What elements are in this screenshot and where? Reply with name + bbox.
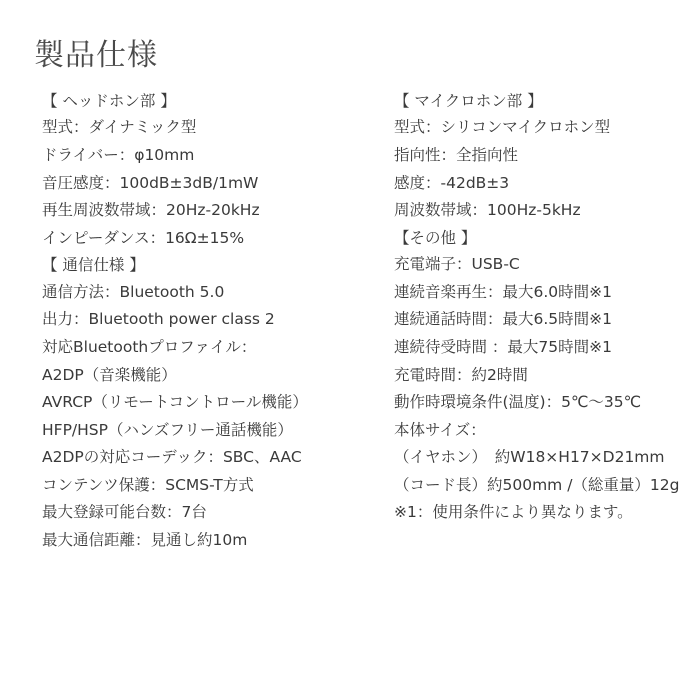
spec-line: 通信方法：Bluetooth 5.0 (42, 282, 225, 301)
spec-line: 型式：シリコンマイクロホン型 (394, 118, 611, 137)
spec-line: 連続音楽再生：最大6.0時間※1 (394, 282, 612, 301)
spec-columns (28, 88, 680, 555)
spec-line: 周波数帯域：100Hz-5kHz (394, 201, 581, 220)
spec-line: 連続通話時間：最大6.5時間※1 (394, 310, 612, 329)
spec-line: A2DP（音楽機能） (42, 365, 177, 384)
spec-line: ドライバー：φ10mm (42, 146, 195, 165)
spec-line: 音圧感度：100dB±3dB/1mW (42, 173, 259, 192)
spec-line: 感度：-42dB±3 (394, 173, 510, 192)
spec-line: A2DPの対応コーデック：SBC、AAC (42, 448, 302, 467)
spec-section-heading: 【その他 】 (394, 228, 477, 247)
spec-line: AVRCP（リモートコントロール機能） (42, 393, 308, 412)
spec-line: ※1：使用条件により異なります。 (394, 503, 633, 522)
spec-section-heading: 【 通信仕様 】 (42, 256, 145, 275)
spec-line: 型式：ダイナミック型 (42, 118, 197, 137)
spec-line: HFP/HSP（ハンズフリー通話機能） (42, 420, 293, 439)
spec-line: 指向性：全指向性 (394, 146, 519, 165)
spec-line: （コード長）約500mm /（総重量）12g (394, 475, 680, 494)
spec-line: 再生周波数帯域：20Hz-20kHz (42, 201, 260, 220)
spec-line: 対応Bluetoothプロファイル： (42, 337, 257, 356)
spec-section-heading: 【 マイクロホン部 】 (394, 92, 543, 110)
spec-line: 最大登録可能台数：7台 (42, 503, 207, 522)
spec-line: 出力：Bluetooth power class 2 (42, 310, 275, 329)
spec-column-right (352, 88, 680, 527)
spec-line: 充電時間：約2時間 (394, 365, 528, 384)
spec-line: （イヤホン） 約W18×H17×D21mm (394, 448, 665, 467)
spec-line: インピーダンス：16Ω±15% (42, 228, 245, 247)
spec-line: 最大通信距離：見通し約10m (42, 531, 248, 550)
spec-line: 動作時環境条件(温度)：5℃〜35℃ (394, 393, 641, 412)
spec-line: コンテンツ保護：SCMS-T方式 (42, 475, 254, 494)
spec-line: 連続待受時間 ：最大75時間※1 (394, 337, 612, 356)
spec-section-heading: 【 ヘッドホン部 】 (42, 92, 176, 110)
spec-line: 充電端子：USB-C (394, 255, 520, 274)
spec-line: 本体サイズ： (394, 420, 486, 439)
page-title: 製品仕様 (34, 38, 158, 73)
spec-column-left (28, 88, 330, 555)
